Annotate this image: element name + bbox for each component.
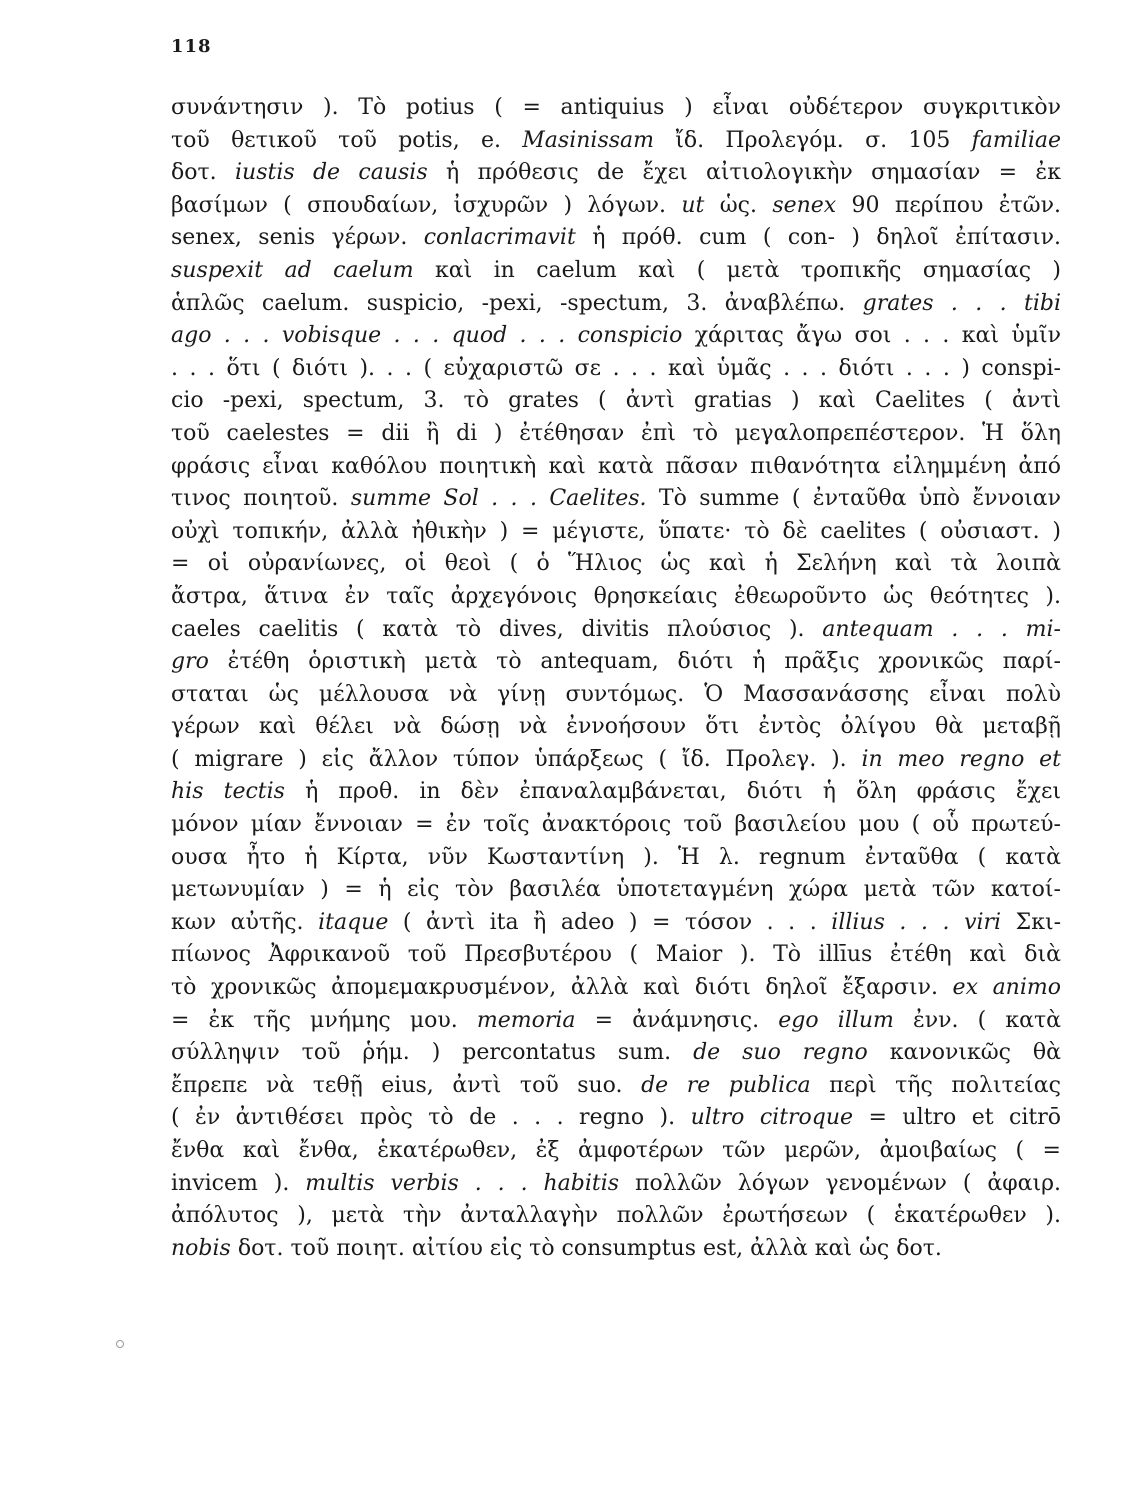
text-line <box>171 353 1061 386</box>
text-line <box>171 1135 1061 1168</box>
text-segment: ( migrare ) εἰς ἄλλον τύπον ὑπάρξεως ( ἴδ. Προλεγ. ). <box>171 746 862 772</box>
text-line <box>171 516 1061 549</box>
italic-term: conlacrimavit <box>423 225 576 251</box>
text-line <box>171 125 1061 158</box>
italic-term: ut <box>681 192 705 218</box>
text-segment: τοῦ caelestes = dii ἢ di ) ἐτέθησαν ἐπὶ τὸ μεγαλοπρεπέστερον. Ἡ ὅλη <box>171 420 1061 446</box>
text-segment: = οἱ οὐρανίωνες, οἱ θεοὶ ( ὁ Ἥλιος ὡς καὶ ἡ Σελήνη καὶ τὰ λοιπὰ <box>171 551 1061 577</box>
text-line <box>171 1168 1061 1201</box>
text-line <box>171 1233 1061 1266</box>
italic-term: in meo regno et <box>861 746 1061 772</box>
text-segment: ἁπλῶς caelum. suspicio, -pexi, -spectum, 3. ἀναβλέπω. <box>171 290 863 316</box>
text-line <box>171 157 1061 190</box>
text-line <box>171 1005 1061 1038</box>
text-line <box>171 1200 1061 1233</box>
text-line <box>171 548 1061 581</box>
italic-term: itaque <box>318 909 389 935</box>
text-segment: κων αὐτῆς. <box>171 909 319 935</box>
text-segment: τινος ποιητοῦ. <box>171 486 351 512</box>
text-line <box>171 320 1061 353</box>
text-segment: δοτ. τοῦ ποιητ. αἰτίου εἰς τὸ consumptus est, ἀλλὰ καὶ ὡς δοτ. <box>230 1235 942 1261</box>
text-segment: δοτ. <box>171 160 235 186</box>
text-segment: σύλληψιν τοῦ ῥήμ. ) percontatus sum. <box>171 1040 694 1066</box>
text-line <box>171 842 1061 875</box>
text-segment: = ultro et citrō <box>853 1105 1061 1131</box>
text-line <box>171 907 1061 940</box>
text-line <box>171 744 1061 777</box>
text-segment: κανονικῶς θὰ <box>867 1040 1062 1066</box>
text-segment: ( ἀντὶ ita ἢ adeo ) = τόσον . . . <box>388 909 832 935</box>
text-segment: Σκι- <box>1001 909 1062 935</box>
text-segment: πολλῶν λόγων γενομένων ( ἀφαιρ. <box>619 1170 1062 1196</box>
text-segment: καὶ in caelum καὶ ( μετὰ τροπικῆς σημασίας ) <box>413 257 1061 283</box>
italic-term: grates . . . tibi <box>862 290 1061 316</box>
text-segment: = ἐκ τῆς μνήμης μου. <box>171 1007 477 1033</box>
text-line <box>171 776 1061 809</box>
text-segment: invicem ). <box>171 1170 306 1196</box>
text-segment: πίωνος Ἀφρικανοῦ τοῦ Πρεσβυτέρου ( Maior ). Τὸ illīus ἐτέθη καὶ διὰ <box>171 942 1061 968</box>
text-segment: ἡ προθ. in δὲν ἐπαναλαμβάνεται, διότι ἡ ὅλη φράσις ἔχει <box>284 779 1062 805</box>
text-segment: ( ἐν ἀντιθέσει πρὸς τὸ de . . . regno ). <box>171 1105 691 1131</box>
commentary-text <box>171 92 1061 1265</box>
italic-term: familiae <box>971 127 1061 153</box>
text-segment: 90 περίπου ἐτῶν. <box>836 192 1061 218</box>
text-segment: περὶ τῆς πολιτείας <box>810 1072 1061 1098</box>
text-line <box>171 92 1061 125</box>
text-segment: ἐτέθη ὁριστικὴ μετὰ τὸ antequam, διότι ἡ πρᾶξις χρονικῶς παρί- <box>208 649 1061 675</box>
text-segment: ἀπόλυτος ), μετὰ τὴν ἀνταλλαγὴν πολλῶν ἐρωτήσεων ( ἑκατέρωθεν ). <box>171 1203 1061 1229</box>
text-line <box>171 646 1061 679</box>
text-line <box>171 972 1061 1005</box>
text-line <box>171 711 1061 744</box>
text-line <box>171 385 1061 418</box>
text-line <box>171 809 1061 842</box>
text-line <box>171 288 1061 321</box>
italic-term: gro <box>171 649 209 675</box>
italic-term: antequam . . . mi- <box>822 616 1061 642</box>
text-segment: ἴδ. Προλεγόμ. σ. 105 <box>654 127 972 153</box>
italic-term: multis verbis . . . habitis <box>305 1170 620 1196</box>
text-line <box>171 679 1061 712</box>
italic-term: ex animo <box>952 975 1061 1001</box>
text-line <box>171 451 1061 484</box>
text-line <box>171 255 1061 288</box>
italic-term: de suo regno <box>693 1040 868 1066</box>
italic-term: senex <box>772 192 837 218</box>
italic-term: memoria <box>476 1007 576 1033</box>
text-segment: οὐχὶ τοπικήν, ἀλλὰ ἠθικὴν ) = μέγιστε, ὕπατε· τὸ δὲ caelites ( οὐσιαστ. ) <box>171 518 1062 544</box>
text-line <box>171 190 1061 223</box>
text-line <box>171 581 1061 614</box>
margin-mark <box>116 1340 124 1348</box>
page-number: 118 <box>171 36 212 57</box>
text-segment: γέρων καὶ θέλει νὰ δώσῃ νὰ ἐννοήσουν ὅτι ἐντὸς ὀλίγου θὰ μεταβῇ <box>171 714 1061 740</box>
text-line <box>171 1070 1061 1103</box>
text-line <box>171 1102 1061 1135</box>
text-line <box>171 939 1061 972</box>
text-segment: σταται ὡς μέλλουσα νὰ γίνῃ συντόμως. Ὁ Μασσανάσσης εἶναι πολὺ <box>171 681 1061 707</box>
text-segment: μετωνυμίαν ) = ἡ εἰς τὸν βασιλέα ὑποτεταγμένη χώρα μετὰ τῶν κατοί- <box>171 877 1061 903</box>
text-line <box>171 614 1061 647</box>
text-segment: . . . ὅτι ( διότι ). . . ( εὐχαριστῶ σε . . . καὶ ὑμᾶς . . . διότι . . . ) conspi- <box>171 355 1061 381</box>
text-line <box>171 222 1061 255</box>
italic-term: ultro citroque <box>690 1105 854 1131</box>
text-segment: συνάντησιν ). Τὸ potius ( = antiquius ) εἶναι οὐδέτερον συγκριτικὸν <box>171 95 1061 120</box>
italic-term: his tectis <box>171 779 285 805</box>
text-line <box>171 483 1061 516</box>
italic-term: ego illum <box>778 1007 894 1033</box>
italic-term: illius . . . viri <box>831 909 1002 935</box>
text-segment: ἐνν. ( κατὰ <box>893 1007 1062 1033</box>
italic-term: de re publica <box>641 1072 811 1098</box>
text-segment: = ἀνάμνησις. <box>575 1007 779 1033</box>
text-segment: φράσις εἶναι καθόλου ποιητικὴ καὶ κατὰ πᾶσαν πιθανότητα εἰλημμένη ἀπό <box>171 453 1061 479</box>
italic-term: nobis <box>171 1235 231 1261</box>
text-segment: ὡς. <box>704 192 773 218</box>
italic-term: suspexit ad caelum <box>171 257 414 283</box>
text-segment: βασίμων ( σπουδαίων, ἰσχυρῶν ) λόγων. <box>171 192 682 218</box>
text-line <box>171 1037 1061 1070</box>
text-segment: Τὸ summe ( ἐνταῦθα ὑπὸ ἔννοιαν <box>646 486 1061 512</box>
text-segment: τοῦ θετικοῦ τοῦ potis, e. <box>171 127 523 153</box>
text-segment: ἔπρεπε νὰ τεθῇ eius, ἀντὶ τοῦ suo. <box>171 1072 642 1098</box>
text-segment: τὸ χρονικῶς ἀπομεμακρυσμένον, ἀλλὰ καὶ διότι δηλοῖ ἔξαρσιν. <box>171 975 953 1001</box>
italic-term: Masinissam <box>522 127 654 153</box>
text-segment: μόνον μίαν ἔννοιαν = ἐν τοῖς ἀνακτόροις τοῦ βασιλείου μου ( οὗ πρωτεύ- <box>171 812 1061 838</box>
text-segment: caeles caelitis ( κατὰ τὸ dives, divitis πλούσιος ). <box>171 616 823 642</box>
italic-term: iustis de causis <box>234 160 428 186</box>
text-segment: cio -pexi, spectum, 3. τὸ grates ( ἀντὶ gratias ) καὶ Caelites ( ἀντὶ <box>171 388 1061 414</box>
text-segment: ἄστρα, ἅτινα ἐν ταῖς ἀρχεγόνοις θρησκείαις ἐθεωροῦντο ὡς θεότητες ). <box>171 583 1061 609</box>
text-segment: senex, senis γέρων. <box>171 225 424 251</box>
text-segment: ουσα ἦτο ἡ Κίρτα, νῦν Κωσταντίνη ). Ἡ λ. regnum ἐνταῦθα ( κατὰ <box>171 844 1061 870</box>
italic-term: ago . . . vobisque . . . quod . . . conspicio <box>171 323 683 349</box>
text-segment: χάριτας ἄγω σοι . . . καὶ ὑμῖν <box>682 323 1062 349</box>
text-segment: ἡ πρόθ. cum ( con- ) δηλοῖ ἐπίτασιν. <box>575 225 1062 251</box>
text-line <box>171 874 1061 907</box>
text-segment: ἡ πρόθεσις de ἔχει αἰτιολογικὴν σημασίαν = ἐκ <box>427 160 1061 186</box>
text-segment: ἔνθα καὶ ἔνθα, ἑκατέρωθεν, ἐξ ἀμφοτέρων τῶν μερῶν, ἀμοιβαίως ( = <box>171 1138 1061 1163</box>
text-line <box>171 418 1061 451</box>
italic-term: summe Sol . . . Caelites. <box>350 486 647 512</box>
